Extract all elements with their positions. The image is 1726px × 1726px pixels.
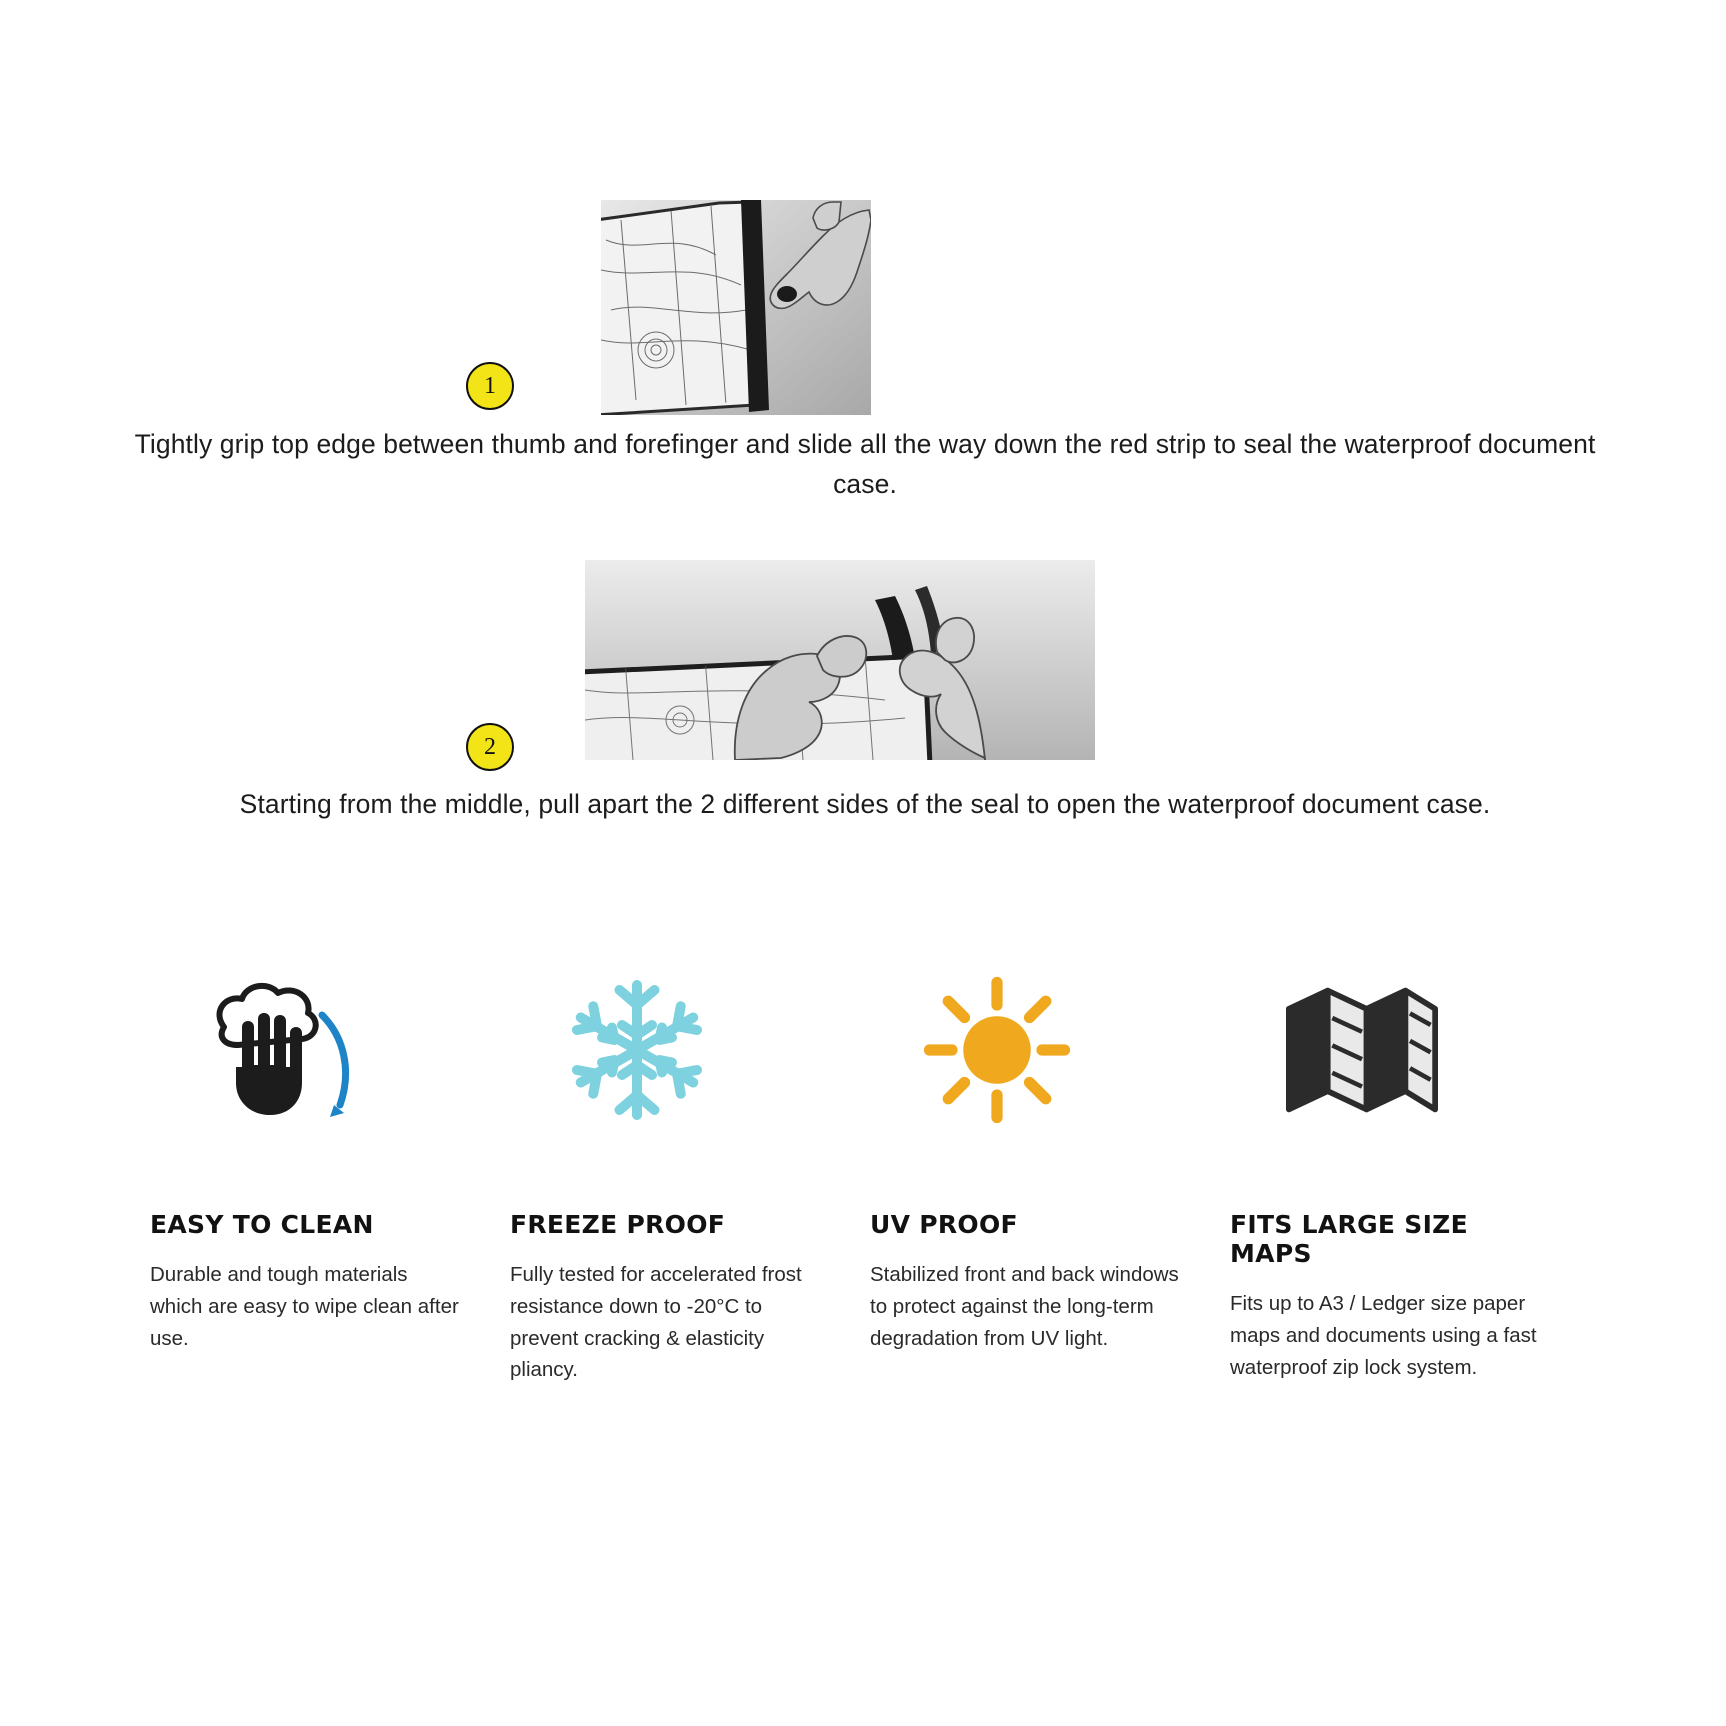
folded-map-icon-graphic	[1282, 975, 1442, 1125]
step-1-caption: Tightly grip top edge between thumb and forefinger and slide all the way down the red strip to seal the waterproof document case.	[134, 429, 1596, 499]
step-1-photo-graphic	[601, 200, 871, 415]
wipe-clean-icon	[150, 955, 460, 1145]
snowflake-icon-graphic	[562, 975, 712, 1125]
sun-icon-graphic	[922, 975, 1072, 1125]
feature-freeze-proof	[510, 955, 870, 1386]
step-1-image	[601, 200, 871, 415]
feature-easy-to-clean	[150, 955, 510, 1386]
wipe-clean-icon-graphic	[202, 975, 377, 1125]
step-2-image	[585, 560, 1095, 760]
feature-title-fits-large-maps: FITS LARGE SIZE MAPS	[1230, 1210, 1468, 1268]
folded-map-icon	[1230, 955, 1540, 1145]
step-2-number: 2	[484, 733, 496, 760]
step-1-number: 1	[484, 372, 496, 399]
feature-title-uv-proof: UV PROOF	[870, 1210, 1018, 1239]
feature-list	[150, 955, 1590, 1386]
feature-body-fits-large-maps: Fits up to A3 / Ledger size paper maps and documents using a fast waterproof zip lock system.	[1230, 1292, 1537, 1379]
feature-fits-large-maps	[1230, 955, 1590, 1386]
feature-uv-proof	[870, 955, 1230, 1386]
feature-title-easy-to-clean: EASY TO CLEAN	[150, 1210, 374, 1239]
step-2-photo-graphic	[585, 560, 1095, 760]
feature-body-freeze-proof: Fully tested for accelerated frost resistance down to -20°C to prevent cracking & elasticity pliancy.	[510, 1263, 802, 1382]
step-2-caption: Starting from the middle, pull apart the 2 different sides of the seal to open the waterproof document case.	[239, 789, 1491, 819]
feature-body-easy-to-clean: Durable and tough materials which are easy to wipe clean after use.	[150, 1263, 459, 1350]
sun-icon	[870, 955, 1180, 1145]
step-1-badge	[466, 362, 514, 410]
step-2-badge	[466, 723, 514, 771]
feature-body-uv-proof: Stabilized front and back windows to protect against the long-term degradation from UV light.	[870, 1263, 1179, 1350]
snowflake-icon	[510, 955, 820, 1145]
feature-title-freeze-proof: FREEZE PROOF	[510, 1210, 726, 1239]
